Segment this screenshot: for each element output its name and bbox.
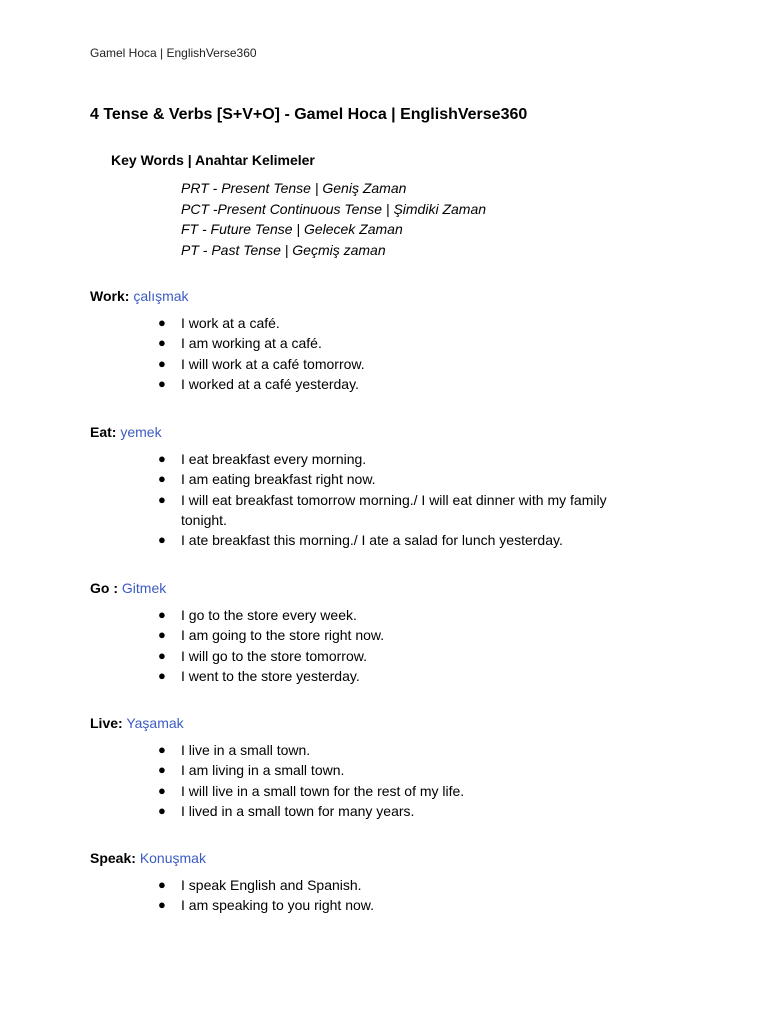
- list-item: [90, 374, 651, 394]
- list-item: [90, 625, 651, 645]
- list-item: [90, 333, 651, 353]
- verb-translation: Yaşamak: [126, 715, 184, 731]
- document-title: 4 Tense & Verbs [S+V+O] - Gamel Hoca | EnglishVerse360: [90, 106, 528, 123]
- bullet-icon: ●: [158, 647, 166, 663]
- key-word-item: PCT -Present Continuous Tense | Şimdiki Zaman: [181, 200, 487, 217]
- bullet-icon: ●: [158, 897, 166, 913]
- bullet-icon: ●: [158, 451, 166, 466]
- list-item: [90, 449, 651, 469]
- sentence-list: [90, 313, 690, 394]
- key-words-heading: Key Words | Anahtar Kelimeler: [111, 152, 315, 168]
- list-item: [90, 875, 651, 895]
- list-item: [90, 605, 651, 625]
- verb-section-work: [90, 286, 690, 394]
- sentence: I will work at a café tomorrow.: [181, 355, 365, 372]
- bullet-icon: ●: [158, 375, 166, 391]
- verb-translation: Konuşmak: [139, 850, 206, 866]
- list-item: [90, 469, 651, 489]
- verb-label: Live:: [90, 715, 123, 731]
- list-item: [90, 646, 651, 666]
- sentence: I lived in a small town for many years.: [181, 802, 415, 819]
- key-word-item: PRT - Present Tense | Geniş Zaman: [181, 180, 407, 196]
- bullet-icon: ●: [158, 355, 166, 371]
- verb-translation: Gitmek: [121, 580, 167, 596]
- list-item: [90, 740, 651, 760]
- bullet-icon: ●: [158, 802, 166, 818]
- verb-heading: [90, 578, 690, 598]
- verb-translation: çalışmak: [133, 288, 189, 304]
- bullet-icon: ●: [158, 315, 166, 330]
- sentence-list: [90, 605, 690, 686]
- sentence: I will live in a small town for the rest of my life.: [181, 782, 465, 799]
- sentence: I am going to the store right now.: [181, 627, 385, 644]
- page-header: Gamel Hoca | EnglishVerse360: [90, 46, 257, 60]
- list-item: [90, 354, 651, 374]
- verb-label: Go :: [90, 580, 118, 596]
- bullet-icon: ●: [158, 877, 166, 892]
- verb-label: Eat:: [90, 424, 117, 440]
- sentence: I speak English and Spanish.: [181, 877, 362, 893]
- bullet-icon: ●: [158, 532, 166, 548]
- verb-section-eat: [90, 422, 690, 550]
- sentence: I went to the store yesterday.: [181, 667, 360, 684]
- key-words-list: [181, 178, 486, 260]
- list-item: [90, 530, 651, 550]
- verb-heading: [90, 848, 690, 868]
- list-item: [90, 781, 651, 801]
- verb-heading: [90, 286, 690, 306]
- bullet-icon: ●: [158, 782, 166, 798]
- bullet-icon: ●: [158, 471, 166, 487]
- list-item: [90, 801, 651, 821]
- sentence: I am speaking to you right now.: [181, 897, 374, 914]
- sentence: I worked at a café yesterday.: [181, 375, 359, 392]
- sentence: I eat breakfast every morning.: [181, 451, 367, 467]
- verb-section-go: [90, 578, 690, 686]
- list-item: [90, 490, 651, 531]
- list-item: [90, 760, 651, 780]
- key-word-item: FT - Future Tense | Gelecek Zaman: [181, 221, 403, 237]
- sentence: I am eating breakfast right now.: [181, 471, 376, 488]
- sentence: I will go to the store tomorrow.: [181, 647, 367, 664]
- sentence: I go to the store every week.: [181, 607, 357, 623]
- verb-section-speak: [90, 848, 690, 916]
- verb-label: Work:: [90, 288, 130, 304]
- list-item: [90, 666, 651, 686]
- verb-label: Speak:: [90, 850, 136, 866]
- verb-translation: yemek: [120, 424, 162, 440]
- verb-heading: [90, 422, 690, 442]
- sentence: I am working at a café.: [181, 335, 322, 352]
- sentence-list: [90, 875, 690, 916]
- sentence-list: [90, 740, 690, 821]
- sentence: I live in a small town.: [181, 742, 311, 758]
- sentence: I will eat breakfast tomorrow morning./ I will eat dinner with my family tonight.: [181, 491, 607, 528]
- bullet-icon: ●: [158, 667, 166, 683]
- bullet-icon: ●: [158, 335, 166, 351]
- bullet-icon: ●: [158, 742, 166, 757]
- verb-heading: [90, 713, 690, 733]
- sentence: I work at a café.: [181, 315, 280, 331]
- bullet-icon: ●: [158, 627, 166, 643]
- sentence: I am living in a small town.: [181, 762, 345, 779]
- bullet-icon: ●: [158, 607, 166, 622]
- key-word-item: PT - Past Tense | Geçmiş zaman: [181, 241, 386, 258]
- sentence: I ate breakfast this morning./ I ate a salad for lunch yesterday.: [181, 532, 563, 549]
- list-item: [90, 313, 651, 333]
- list-item: [90, 895, 651, 915]
- verb-section-live: [90, 713, 690, 821]
- bullet-icon: ●: [158, 762, 166, 778]
- bullet-icon: ●: [158, 491, 166, 507]
- sentence-list: [90, 449, 690, 550]
